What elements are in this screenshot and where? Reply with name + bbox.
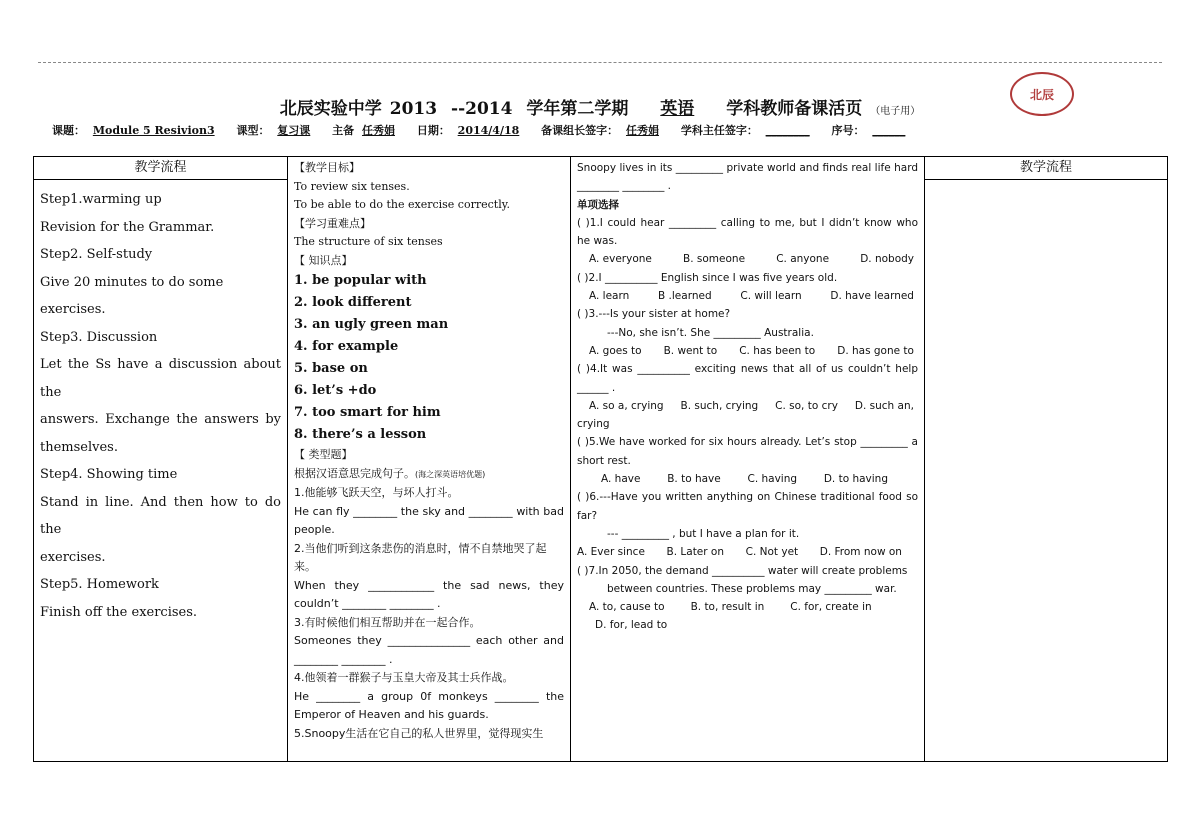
- type-value: 复习课: [277, 124, 311, 137]
- option: B. went to: [663, 344, 718, 357]
- option: A. so a, crying: [589, 399, 664, 412]
- meta-row: [52, 122, 923, 138]
- option: B. Later on: [666, 546, 725, 559]
- exercise-carryover: Snoopy lives in its _________ private world and finds real life hard ________ ________ .: [577, 162, 918, 193]
- flow-line: answers. Exchange the answers by: [40, 412, 281, 427]
- flow-line: Step5. Homework: [40, 577, 159, 592]
- goal-heading: 【教学目标】: [294, 161, 360, 174]
- option: D. for, lead to: [595, 619, 668, 632]
- goal-item: To review six tenses.: [294, 179, 410, 193]
- translate-item: 4.他领着一群猴子与玉皇大帝及其士兵作战。: [294, 671, 514, 684]
- option: C. has been to: [739, 344, 816, 357]
- flow-line: Stand in line. And then how to do the: [40, 494, 281, 537]
- option: B .learned: [658, 290, 712, 303]
- topic-label: 课题：: [52, 124, 85, 137]
- option: D. have learned: [830, 290, 914, 303]
- flow-line: Finish off the exercises.: [40, 604, 198, 620]
- question-line: between countries. These problems may _________ war.: [607, 582, 897, 595]
- option: A. have: [601, 473, 641, 486]
- type-label: 课型：: [236, 124, 270, 137]
- option: A. learn: [589, 290, 630, 303]
- knowledge-point: 3. an ugly green man: [294, 317, 449, 332]
- knowledge-point: 4. for example: [294, 339, 399, 354]
- exercise-column: [571, 157, 925, 762]
- knowledge-point: 8. there’s a lesson: [294, 427, 427, 442]
- page-divider: [38, 62, 1162, 63]
- exercise-heading: 单项选择: [577, 198, 619, 211]
- flow-header: 教学流程: [34, 157, 287, 180]
- flow-column-right: [925, 157, 1168, 762]
- option: D. has gone to: [837, 344, 914, 357]
- option: B. such, crying: [680, 399, 759, 412]
- plan-column: [288, 157, 571, 762]
- knowledge-point: 6. let’s +do: [294, 383, 377, 398]
- translate-note: (海之深英语培优题): [415, 469, 486, 479]
- date-value: 2014/4/18: [457, 124, 520, 137]
- option: C. having: [747, 473, 798, 486]
- options: [577, 543, 918, 561]
- options: [577, 470, 918, 488]
- translate-intro-text: 根据汉语意思完成句子。: [294, 466, 415, 480]
- question-line: --- _________ , but I have a plan for it.: [607, 527, 800, 540]
- option: B. someone: [683, 253, 746, 266]
- knowledge-point: 1. be popular with: [294, 273, 427, 288]
- director-label: 学科主任签字：: [680, 124, 758, 137]
- option: D. such an,: [854, 399, 914, 412]
- term: 学年第二学期: [526, 99, 629, 119]
- knowledge-point: 5. base on: [294, 361, 368, 376]
- option: C. so, to cry: [775, 399, 838, 412]
- flow-line: Step3. Discussion: [40, 329, 158, 345]
- option: A. everyone: [589, 253, 652, 266]
- doc-note: （电子用）: [870, 106, 921, 117]
- year-end: --2014: [451, 99, 513, 119]
- options: [577, 598, 918, 616]
- question-line: ---No, she isn’t. She _________ Australia.: [607, 326, 814, 339]
- translate-item: 5.Snoopy生活在它自己的私人世界里，觉得现实生: [294, 726, 544, 740]
- option: B. to have: [667, 473, 721, 486]
- option: A. to, cause to: [589, 601, 665, 614]
- question: ( )7.In 2050, the demand __________ water will create problems: [577, 564, 908, 577]
- school-seal-icon: 北辰: [1010, 72, 1074, 116]
- option: B. to, result in: [690, 601, 765, 614]
- topic-value: Module 5 Resivion3: [92, 124, 215, 137]
- focus-text: The structure of six tenses: [294, 235, 443, 248]
- flow-line: Let the Ss have a discussion about the: [40, 357, 281, 400]
- question: ( )5.We have worked for six hours already. Let’s stop _________ a short rest.: [577, 436, 918, 467]
- question: ( )3.---Is your sister at home?: [577, 308, 731, 321]
- options: [577, 250, 918, 268]
- serial-value: ______: [872, 124, 906, 137]
- option: C. will learn: [740, 290, 802, 303]
- doc-title: 学科教师备课活页: [726, 99, 863, 119]
- flow-line: Step4. Showing time: [40, 467, 178, 482]
- knowledge-point: 7. too smart for him: [294, 405, 441, 420]
- option: D. nobody: [860, 253, 914, 266]
- goal-item: To be able to do the exercise correctly.: [294, 198, 510, 211]
- translate-item: 3.有时候他们相互帮助并在一起合作。: [294, 615, 481, 629]
- owner-value: 任秀娟: [361, 124, 395, 137]
- option: D. From now on: [819, 546, 902, 559]
- serial-label: 序号：: [831, 124, 865, 137]
- flow-line: themselves.: [40, 439, 118, 455]
- knowledge-point: 2. look different: [294, 295, 412, 310]
- question: ( )1.I could hear _________ calling to me, but I didn’t know who he was.: [577, 216, 918, 248]
- translate-item: Someones they _______________ each other and ________ ________ .: [294, 634, 564, 666]
- subject: 英语: [660, 99, 695, 119]
- option: C. for, create in: [790, 601, 872, 614]
- flow-column: [34, 157, 288, 762]
- lesson-table: [33, 156, 1168, 762]
- translate-intro: [294, 465, 564, 485]
- owner-label: 主备: [332, 124, 355, 137]
- school-name: 北辰实验中学: [279, 99, 382, 119]
- options: [577, 342, 918, 360]
- flow-line: Revision for the Grammar.: [40, 219, 215, 235]
- translate-item: When they ____________ the sad news, they couldn’t ________ ________ .: [294, 578, 564, 610]
- option: D. to having: [823, 473, 888, 486]
- option: A. goes to: [589, 344, 642, 357]
- flow-line: Give 20 minutes to do some exercises.: [40, 274, 224, 317]
- question: ( )2.I __________ English since I was five years old.: [577, 271, 838, 284]
- points-heading: 【 知识点】: [294, 253, 353, 267]
- options: [577, 397, 918, 415]
- translate-item: He ________ a group 0f monkeys ________ the Emperor of Heaven and his guards.: [294, 689, 564, 721]
- flow-line: Step2. Self-study: [40, 247, 153, 262]
- translate-item: He can fly ________ the sky and ________ with bad people.: [294, 504, 564, 536]
- date-label: 日期：: [416, 124, 450, 137]
- question: ( )4.It was __________ exciting news that all of us couldn’t help ______ .: [577, 363, 918, 394]
- flow-line: Step1.warming up: [40, 192, 162, 207]
- flow-line: exercises.: [40, 549, 106, 565]
- option: C. Not yet: [745, 546, 799, 559]
- types-heading: 【 类型题】: [294, 448, 353, 461]
- flow-header-right: 教学流程: [925, 157, 1167, 180]
- option: A. Ever since: [577, 546, 645, 559]
- question: ( )6.---Have you written anything on Chinese traditional food so far?: [577, 491, 918, 522]
- translate-item: 2.当他们听到这条悲伤的消息时，情不自禁地哭了起来。: [294, 541, 547, 573]
- focus-heading: 【学习重难点】: [294, 216, 371, 230]
- question-line: crying: [577, 418, 610, 431]
- flow-steps: [34, 180, 287, 626]
- option: C. anyone: [776, 253, 830, 266]
- leader-label: 备课组长签字：: [541, 124, 619, 137]
- options: [577, 287, 918, 305]
- translate-item: 1.他能够飞跃天空，与坏人打斗。: [294, 486, 459, 499]
- director-value: ________: [765, 124, 810, 137]
- year-start: 2013: [389, 99, 438, 119]
- leader-value: 任秀娟: [625, 124, 659, 137]
